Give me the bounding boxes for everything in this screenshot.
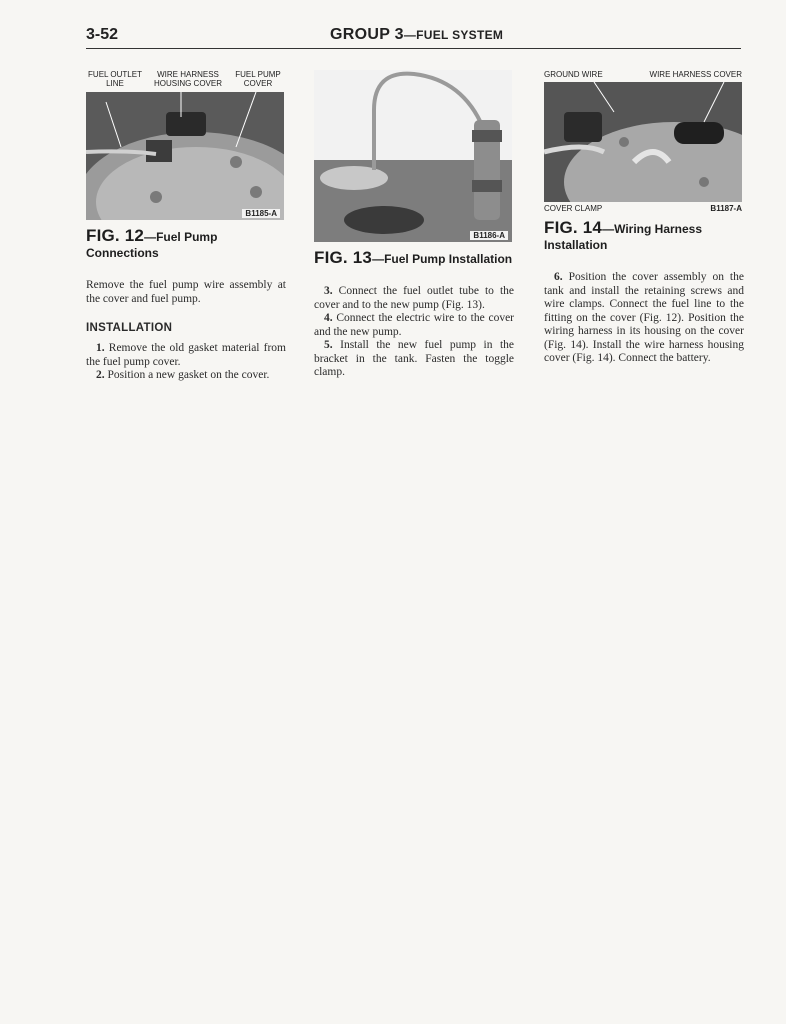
step-2-text: Position a new gasket on the cover. — [107, 369, 270, 381]
callout-wire-harness-housing-cover: WIRE HARNESS HOUSING COVER — [153, 70, 222, 88]
column-1 — [86, 70, 286, 383]
column1-intro: Remove the fuel pump wire assembly at the cover and fuel pump. — [86, 279, 286, 305]
group-title-sub: —FUEL SYSTEM — [403, 28, 504, 42]
callout-fuel-pump-cover: FUEL PUMP COVER — [235, 70, 281, 88]
callout-wire-harness-cover: WIRE HARNESS COVER — [649, 70, 742, 79]
column-3 — [544, 70, 744, 366]
figure12-label: FIG. 12 — [86, 226, 145, 245]
figure14-bottom-callouts — [544, 204, 744, 216]
step-1-number: 1. — [96, 342, 105, 354]
step-4-text: Connect the electric wire to the cover and the new pump. — [314, 312, 515, 338]
figure12-callouts — [86, 70, 286, 92]
step-5-text: Install the new fuel pump in the bracket in the tank. Fasten the toggle clamp. — [314, 339, 514, 378]
step-6-number: 6. — [554, 271, 563, 283]
group-title-main: GROUP 3 — [330, 26, 404, 43]
step-1 — [86, 342, 286, 369]
step-3-number: 3. — [324, 285, 333, 297]
figure12-caption-text: —Fuel Pump Connections — [86, 230, 218, 260]
figure14-label: FIG. 14 — [544, 218, 603, 237]
step-6-text: Position the cover assembly on the tank and install the retaining screws and wire clamps. Connect the fuel line to the fitting on the cover (Fig. 12). Position the wiring harness in its housing on the cover (Fig. 14). Install the wire harness housing cover (Fig. 14). Connect the battery. — [544, 271, 744, 364]
figure14-photo — [544, 82, 742, 202]
step-3 — [314, 285, 514, 312]
step-3-text: Connect the fuel outlet tube to the cover and to the new pump (Fig. 13). — [314, 285, 514, 311]
step-4 — [314, 312, 514, 339]
figure12-caption — [86, 228, 286, 261]
fuel-pump-connections-image — [86, 92, 284, 220]
fuel-pump-installation-image — [314, 70, 512, 242]
figure13-caption-text: —Fuel Pump Installation — [372, 252, 513, 266]
callout-fuel-outlet-line: FUEL OUTLET LINE — [88, 70, 142, 88]
step-1-text: Remove the old gasket material from the fuel pump cover. — [86, 342, 286, 368]
callout-cover-clamp: COVER CLAMP — [544, 204, 603, 213]
group-title — [330, 26, 503, 44]
figure12-photo — [86, 92, 284, 220]
figure14-code: B1187-A — [710, 204, 742, 213]
step-5 — [314, 339, 514, 380]
figure12-code: B1185-A — [242, 209, 280, 218]
header-rule — [86, 48, 741, 49]
installation-heading: INSTALLATION — [86, 322, 173, 334]
wiring-harness-installation-image — [544, 82, 742, 202]
step-4-number: 4. — [324, 312, 333, 324]
figure14-callouts — [544, 70, 744, 82]
step-5-number: 5. — [324, 339, 333, 351]
figure14-caption — [544, 220, 744, 253]
step-2-number: 2. — [96, 369, 105, 381]
figure13-label: FIG. 13 — [314, 248, 373, 267]
step-6 — [544, 271, 744, 366]
figure13-code: B1186-A — [470, 231, 508, 240]
figure13-photo — [314, 70, 512, 242]
figure13-caption — [314, 250, 514, 267]
step-2 — [86, 369, 286, 383]
callout-ground-wire: GROUND WIRE — [544, 70, 603, 79]
column-2 — [314, 70, 514, 380]
page-number: 3-52 — [86, 26, 119, 43]
figure14-caption-text: —Wiring Harness Installation — [544, 222, 703, 252]
